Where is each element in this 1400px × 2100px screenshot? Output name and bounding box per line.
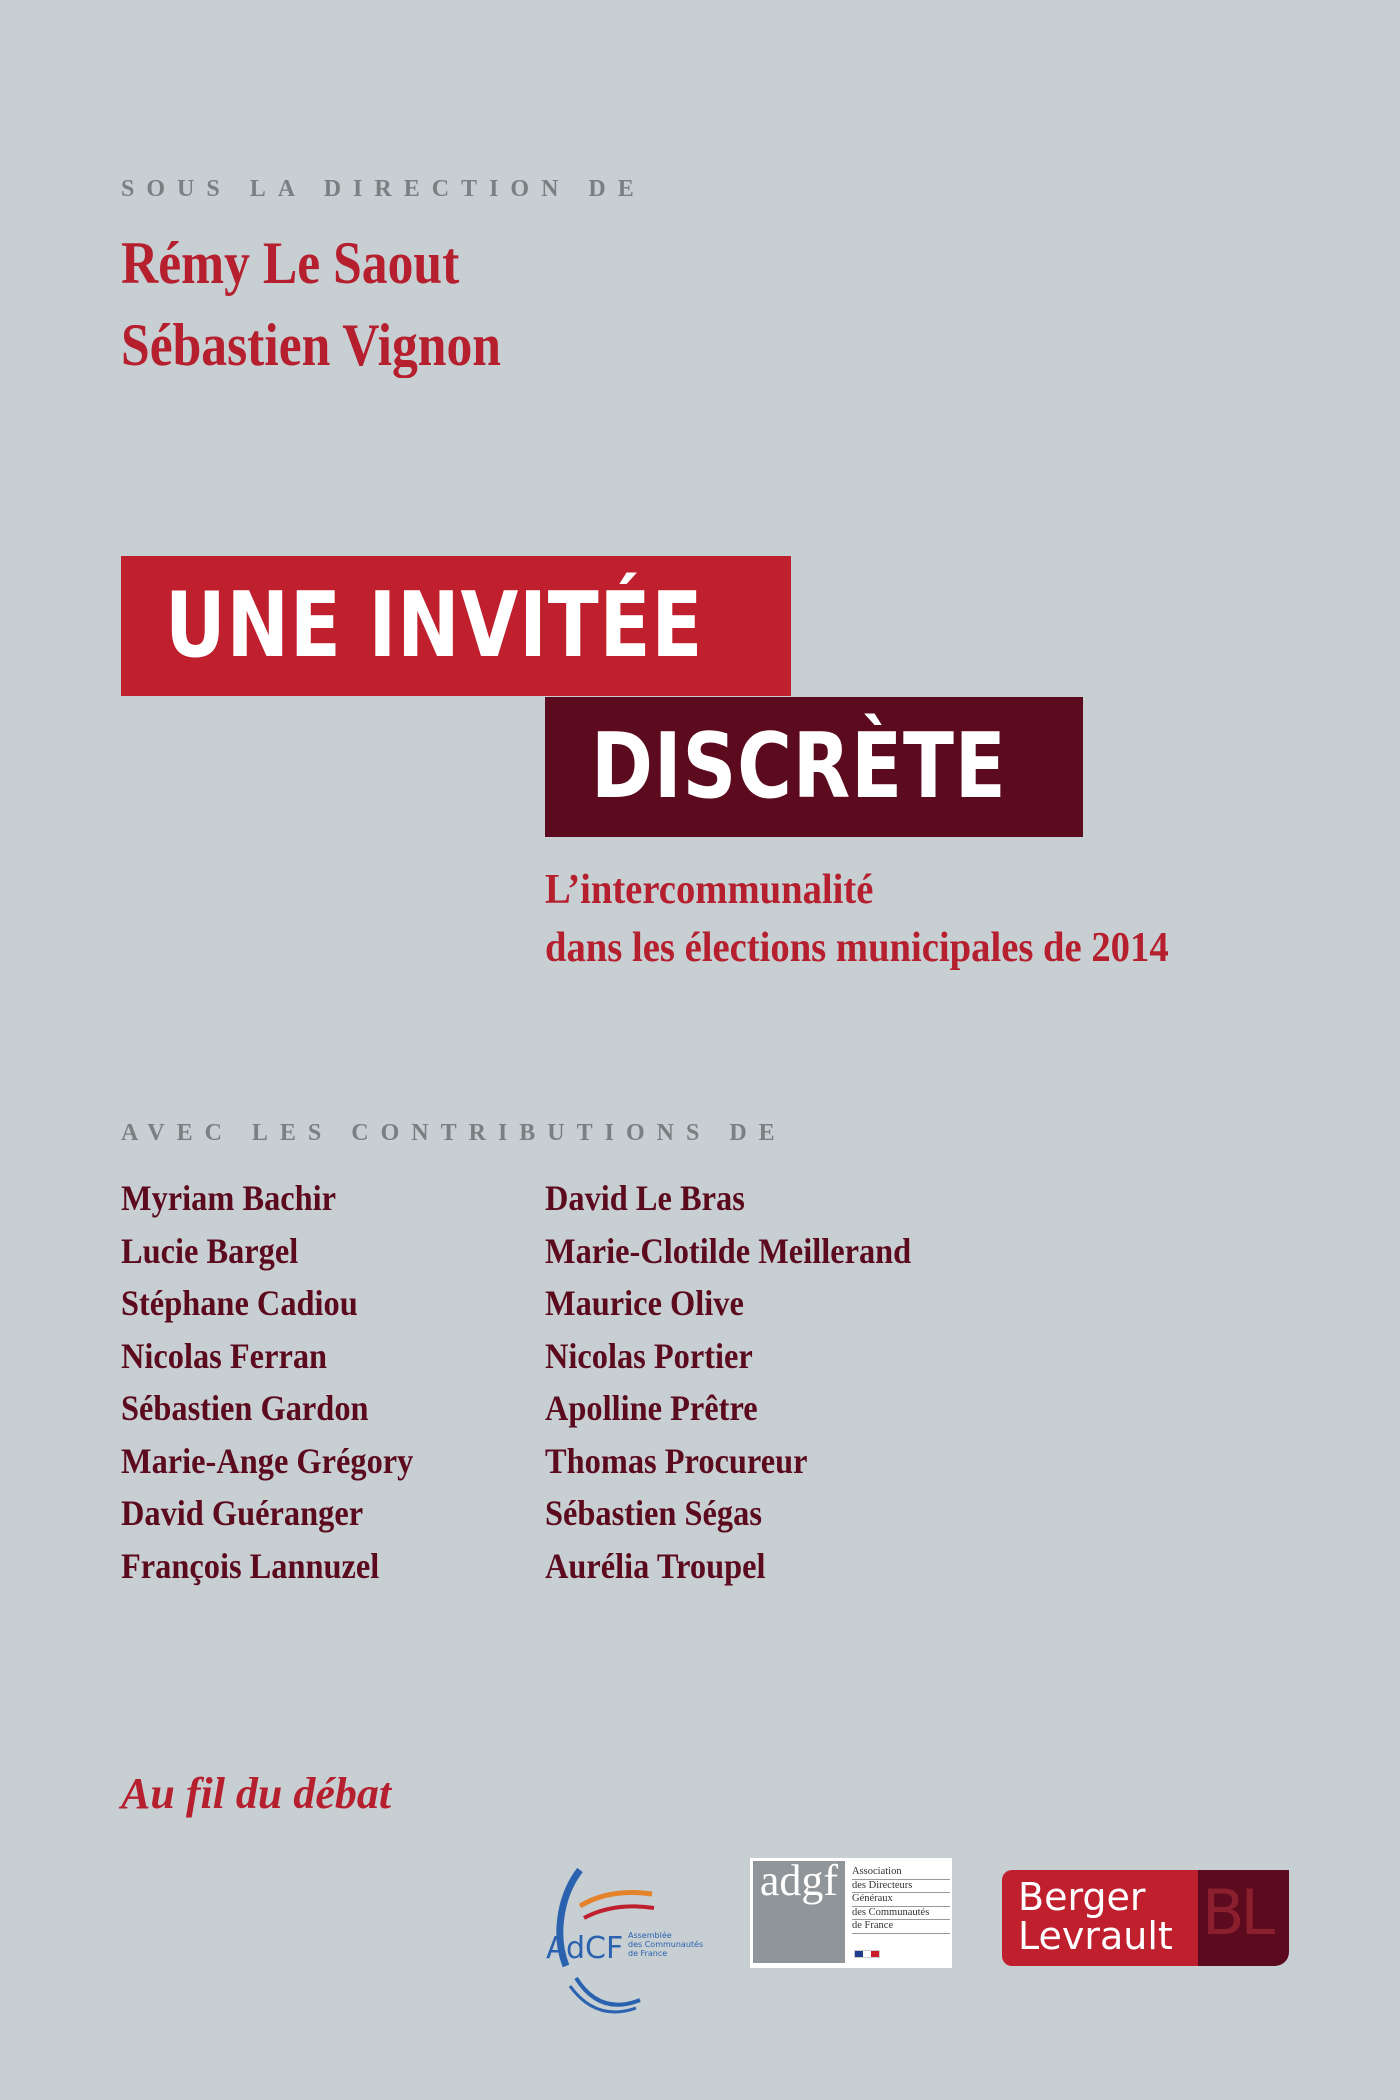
title-line-2-text: DISCRÈTE [591,714,1007,819]
adcf-logo [540,1866,720,2016]
adgf-text-line: des Communautés [852,1907,950,1921]
contributors-right-column [545,1172,952,1592]
directors [121,222,563,386]
contributor-name: Marie-Ange Grégory [121,1440,414,1481]
adgf-text-line: Généraux [852,1893,950,1907]
adgf-text-line: de France [852,1920,950,1934]
contributor-name: Aurélia Troupel [545,1545,766,1586]
adgf-monogram: adgf [753,1861,845,1963]
contributor-name: David Le Bras [545,1178,745,1218]
contributor-name: Sébastien Gardon [121,1388,369,1428]
french-flag-icon [854,1950,880,1958]
contributor-name: Myriam Bachir [121,1178,337,1218]
title-line-2 [545,697,1083,837]
contributor-name: Thomas Procureur [545,1440,808,1481]
contributor-name: Nicolas Portier [545,1335,753,1376]
berger-levrault-wordmark [1018,1875,1173,1958]
contributor-name: Maurice Olive [545,1283,744,1323]
contributor-name: Marie-Clotilde Meillerand [545,1230,912,1271]
contributor-name: Sébastien Ségas [545,1493,762,1533]
contributor-name: François Lannuzel [121,1545,380,1586]
contributions-label: AVEC LES CONTRIBUTIONS DE [121,1120,787,1146]
adcf-logo-name: AdCF [546,1931,624,1966]
series-name: Au fil du débat [121,1769,392,1818]
subtitle [545,861,1223,977]
berger-levrault-line: Levrault [1018,1914,1173,1958]
adcf-tagline: Assemblée [628,1931,672,1940]
adcf-swoosh-icon [540,1866,720,2016]
contributor-name: Lucie Bargel [121,1230,299,1271]
contributors-left-column [121,1172,446,1592]
adgf-text-line: des Directeurs [852,1880,950,1894]
adgf-description [852,1866,950,1934]
title-line-1 [121,556,791,696]
adcf-tagline: de France [628,1949,668,1958]
adgf-text-line: Association [852,1866,950,1880]
title-line-1-text: UNE INVITÉE [165,573,704,678]
contributor-name: Apolline Prêtre [545,1388,758,1428]
adcf-tagline: des Communautés [628,1940,704,1949]
subtitle-line: L’intercommunalité [545,867,874,913]
direction-label: SOUS LA DIRECTION DE [121,176,646,202]
contributor-name: Nicolas Ferran [121,1335,328,1376]
contributor-name: David Guéranger [121,1493,364,1533]
director-name: Rémy Le Saout [121,230,460,296]
adgf-logo [750,1858,952,1968]
berger-levrault-line: Berger [1018,1875,1146,1919]
director-name: Sébastien Vignon [121,312,501,378]
berger-levrault-monogram: BL [1202,1876,1272,1949]
subtitle-line: dans les élections municipales de 2014 [545,925,1169,971]
berger-levrault-logo [1002,1870,1289,1966]
contributor-name: Stéphane Cadiou [121,1283,358,1323]
